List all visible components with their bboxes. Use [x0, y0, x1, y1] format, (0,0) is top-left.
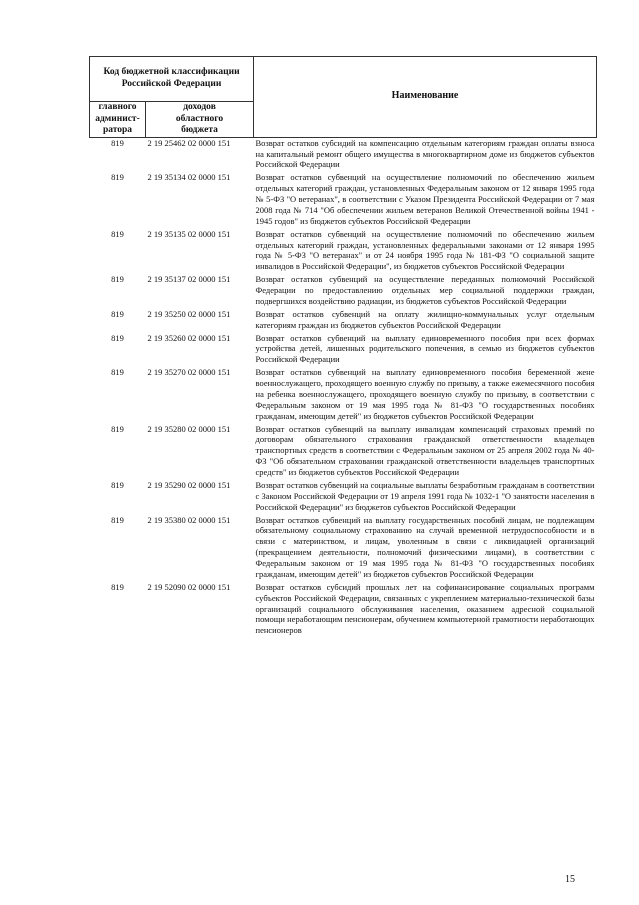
income-code: 2 19 25462 02 0000 151	[147, 137, 231, 148]
table-row	[90, 137, 597, 172]
admin-code: 819	[111, 581, 124, 592]
header-income	[146, 102, 254, 138]
budget-codes-table	[89, 56, 597, 638]
table-body	[90, 137, 597, 638]
header-admin-line-2: админист-	[95, 113, 140, 124]
table-row	[90, 309, 597, 333]
header-group-title: Код бюджетной классификации Российской Федерации	[90, 57, 254, 102]
header-admin	[90, 102, 146, 138]
table-row	[90, 480, 597, 515]
income-name: Возврат остатков субвенций на оплату жилищно-коммунальных услуг отдельным категориям граждан из бюджетов субъектов Российской Федерации	[255, 308, 595, 330]
income-name: Возврат остатков субвенций на осуществление переданных полномочий Российской Федерации по предоставлению отдельных мер социальной поддержки граждан, подвергшихся воздействию радиации, из бюджетов субъектов Российской Федерации	[255, 274, 595, 306]
header-admin-line-1: главного	[98, 102, 137, 112]
income-name: Возврат остатков субсидий на компенсацию отдельным категориям граждан оплаты взноса на капитальный ремонт общего имущества в многоквартирном доме из бюджетов субъектов Российской Федерации	[255, 137, 595, 170]
table-row	[90, 582, 597, 638]
header-name: Наименование	[254, 57, 597, 138]
admin-code: 819	[111, 514, 124, 525]
table-row	[90, 333, 597, 368]
income-code: 2 19 35280 02 0000 151	[147, 423, 231, 434]
header-income-line-1: доходов	[183, 102, 216, 112]
income-code: 2 19 35260 02 0000 151	[147, 332, 231, 343]
table-row	[90, 367, 597, 423]
table-row	[90, 424, 597, 480]
income-code: 2 19 35290 02 0000 151	[147, 479, 231, 490]
income-code: 2 19 35135 02 0000 151	[147, 228, 231, 239]
admin-code: 819	[111, 423, 124, 434]
income-name: Возврат остатков субвенций на осуществление полномочий по обеспечению жильем отдельных категорий граждан, установленных федеральными законами от 12 января 1995 года № 5-ФЗ "О ветеранах" и от 24 ноября 1995 года № 181-ФЗ "О социальной защите инвалидов в Российской Федерации", из бюджетов субъектов Российской Федерации	[255, 228, 595, 272]
table-header	[90, 57, 597, 138]
income-code: 2 19 35134 02 0000 151	[147, 172, 231, 183]
income-name: Возврат остатков субвенций на социальные выплаты безработным гражданам в соответствии с Законом Российской Федерации от 19 апреля 1991 года № 1032-1 "О занятости населения в Российской Федерации" из бюджетов субъектов Российской Федерации	[255, 479, 595, 512]
table-row	[90, 229, 597, 275]
income-name: Возврат остатков субвенций на выплату единовременного пособия беременной жене военнослужащего, проходящего военную службу по призыву, а также ежемесячного пособия на ребенка военнослужащего, проходящего военную службу по призыву, в соответствии с Федеральным законом от 19 мая 1995 года № 81-ФЗ "О государственных пособиях гражданам, имеющим детей" из бюджетов субъектов Российской Федерации	[255, 367, 595, 421]
income-name: Возврат остатков субвенций на выплату инвалидам компенсаций страховых премий по договорам обязательного страхования гражданской ответственности владельцев транспортных средств в соответствии с Федеральным законом от 25 апреля 2002 года № 40-ФЗ "Об обязательном страховании гражданской ответственности владельцев транспортных средств" из бюджетов субъектов Российской Федерации	[255, 423, 595, 478]
income-code: 2 19 35137 02 0000 151	[147, 274, 231, 285]
header-income-line-2: областного	[175, 113, 224, 124]
table-row	[90, 274, 597, 309]
page-number: 15	[565, 874, 575, 885]
income-code: 2 19 35380 02 0000 151	[147, 514, 231, 525]
table-row	[90, 515, 597, 582]
income-name: Возврат остатков субвенций на выплату единовременного пособия при всех формах устройства детей, лишенных родительского попечения, в семью из бюджетов субъектов Российской Федерации	[255, 332, 595, 365]
income-code: 2 19 35270 02 0000 151	[147, 367, 231, 378]
header-admin-line-3: ратора	[102, 125, 133, 136]
admin-code: 819	[111, 228, 124, 239]
income-code: 2 19 35250 02 0000 151	[147, 308, 231, 319]
income-name: Возврат остатков субвенций на осуществление полномочий по обеспечению жильем отдельных категорий граждан, установленных Федеральным законом от 12 января 1995 года № 5-ФЗ "О ветеранах", в соответствии с Указом Президента Российской Федерации от 7 мая 2008 года № 714 "Об обеспечении жильем ветеранов Великой Отечественной войны 1941 - 1945 годов" из бюджетов субъектов Российской Федерации	[255, 172, 595, 226]
table-row	[90, 172, 597, 228]
admin-code: 819	[111, 367, 124, 378]
income-code: 2 19 52090 02 0000 151	[147, 581, 231, 592]
income-name: Возврат остатков субвенций на выплату государственных пособий лицам, не подлежащим обязательному социальному страхованию на случай временной нетрудоспособности и в связи с материнством, и лицам, уволенным в связи с ликвидацией организаций (прекращением деятельности, полномочий физическими лицами), в соответствии с Федеральным законом от 19 мая 1995 года № 81-ФЗ "О государственных пособиях гражданам, имеющим детей" из бюджетов субъектов Российской Федерации	[255, 514, 595, 579]
income-name: Возврат остатков субсидий прошлых лет на софинансирование социальных программ субъектов Российской Федерации, связанных с укреплением материально-технической базы организаций социального обслуживания населения, оказанием адресной социальной помощи неработающим пенсионерам, обучением компьютерной грамотности неработающих пенсионеров	[255, 581, 595, 636]
admin-code: 819	[111, 172, 124, 183]
admin-code: 819	[111, 479, 124, 490]
header-income-line-3: бюджета	[181, 125, 218, 136]
admin-code: 819	[111, 137, 124, 148]
admin-code: 819	[111, 332, 124, 343]
admin-code: 819	[111, 274, 124, 285]
admin-code: 819	[111, 308, 124, 319]
